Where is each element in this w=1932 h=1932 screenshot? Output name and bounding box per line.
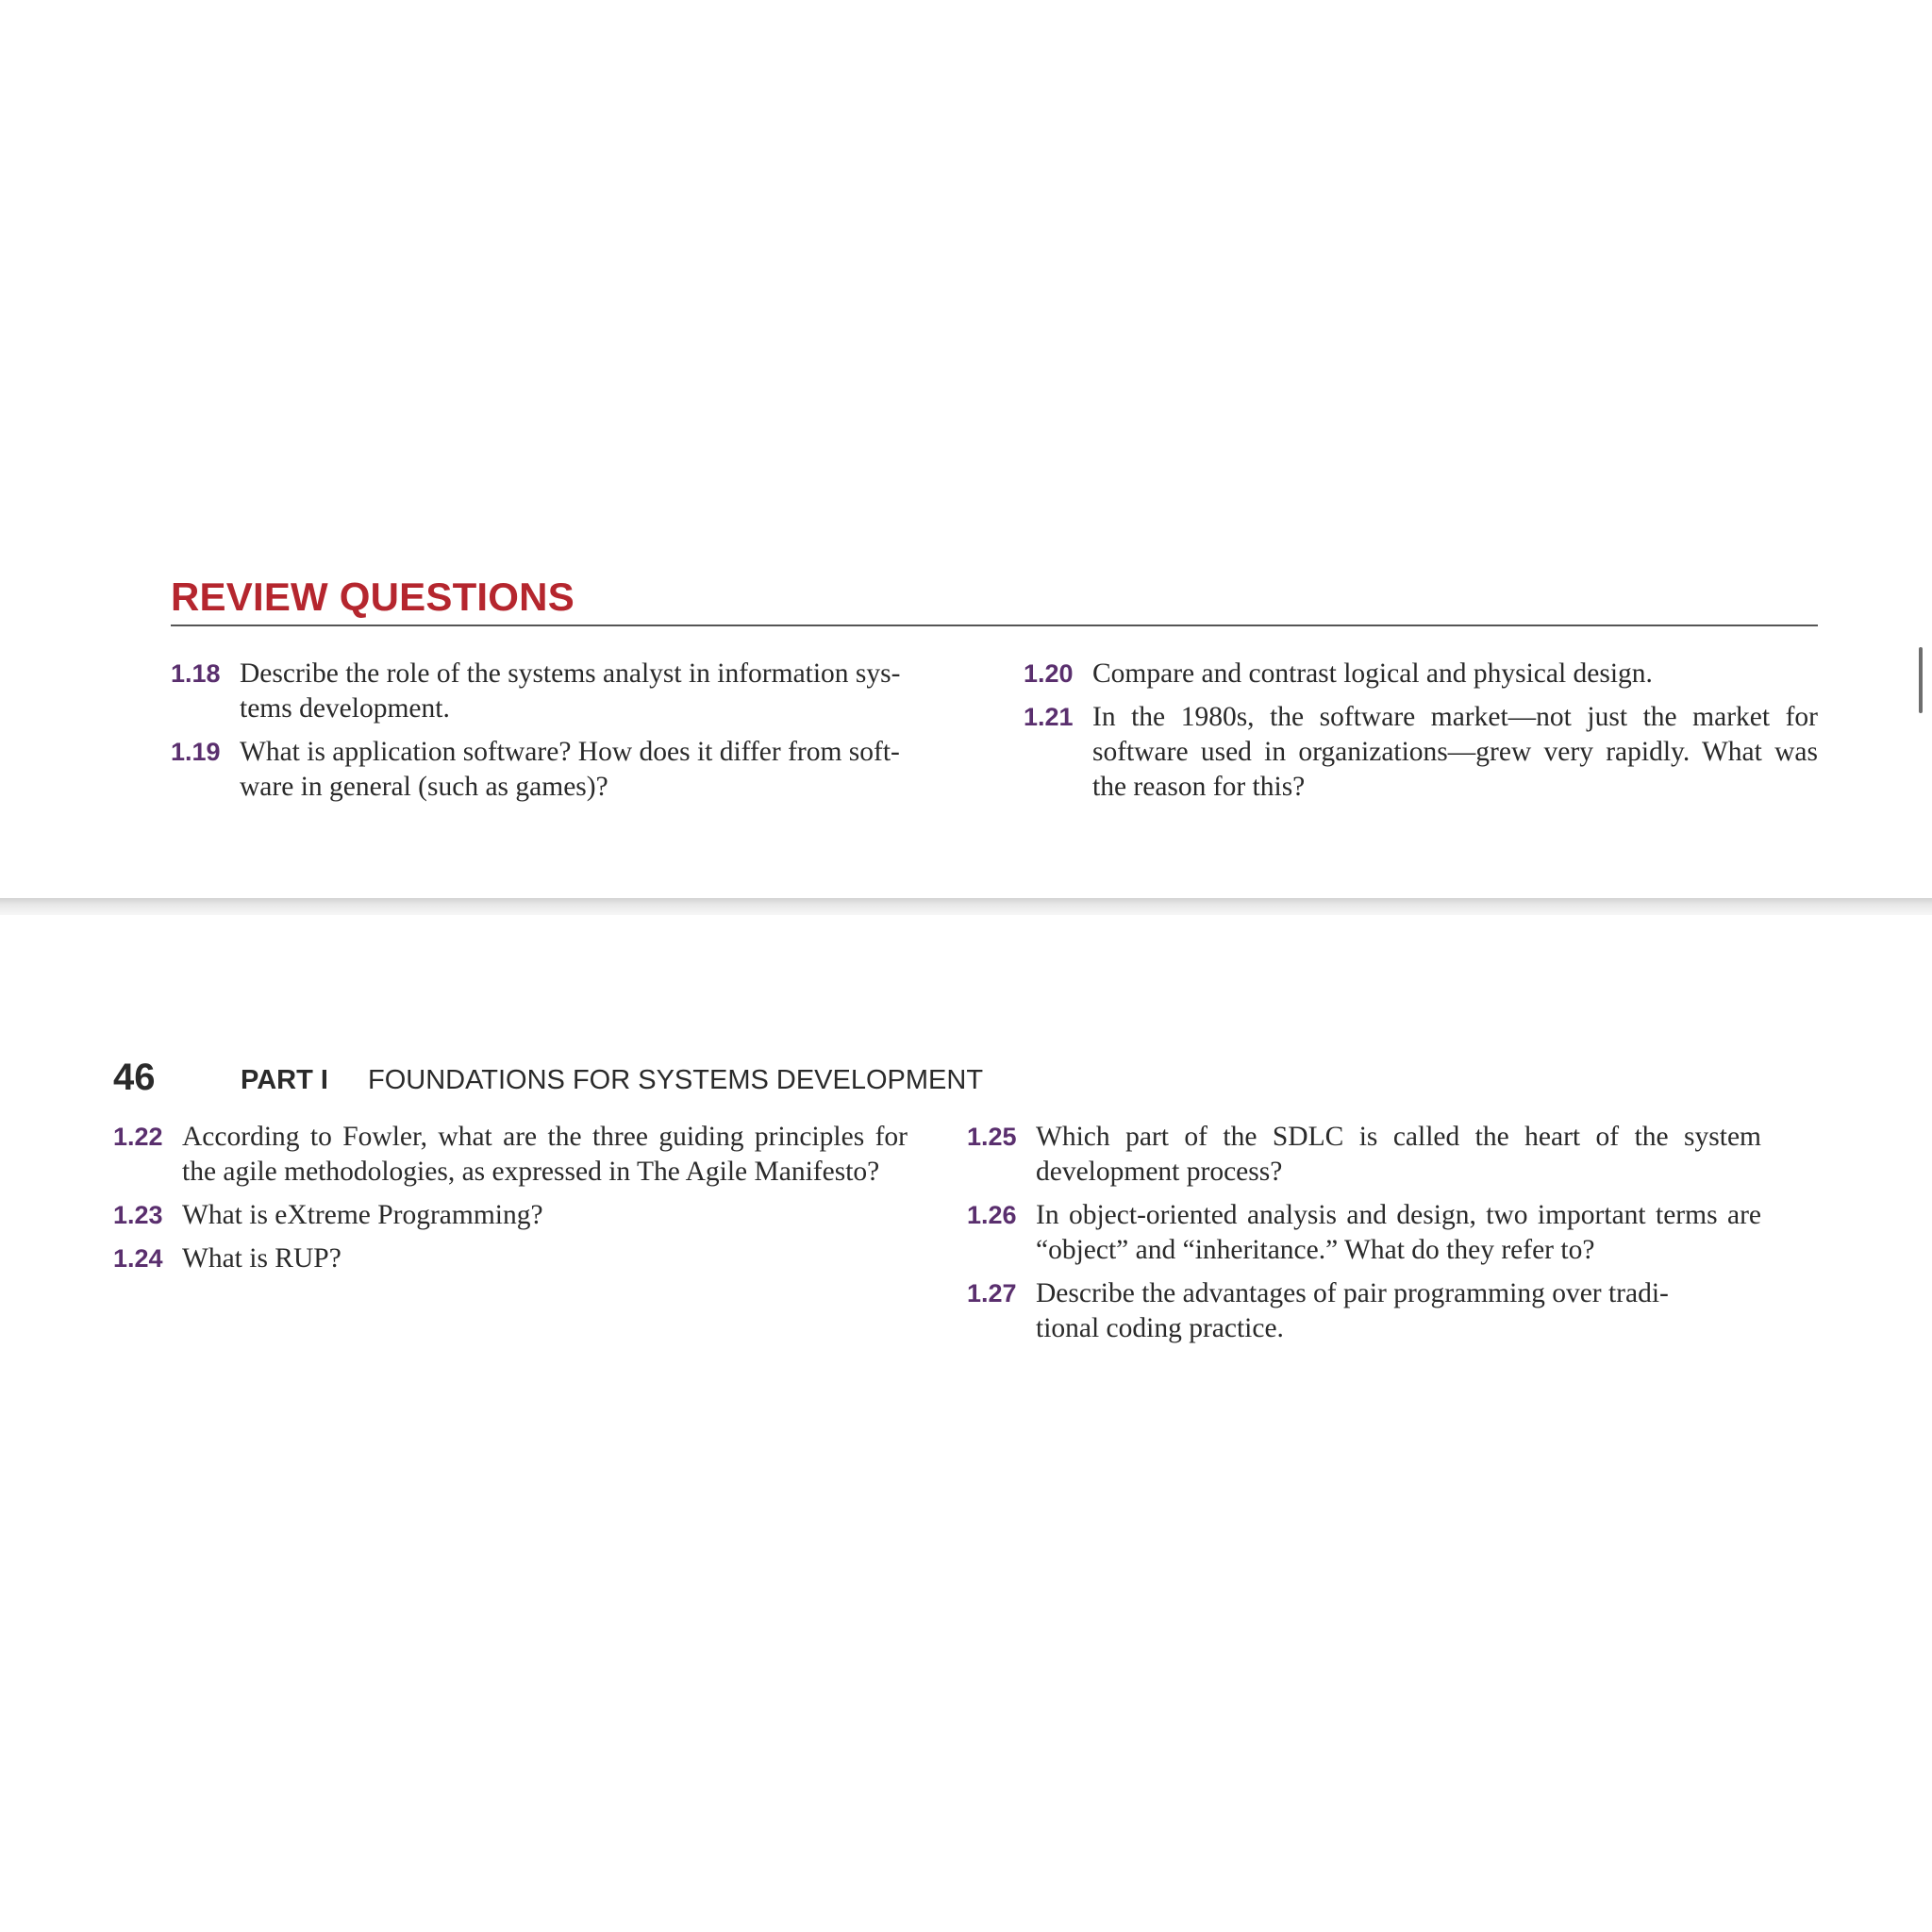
question-number: 1.22 [113, 1123, 163, 1151]
question-text: In object-oriented analysis and design, two important terms are “object” and “inheritance.” What do they refer to? [1036, 1200, 1761, 1265]
question-text: In the 1980s, the software market—not just the market for software used in organizations—grew very rapidly. What was the reason for this? [1092, 702, 1818, 802]
question-list-top-right [1024, 657, 1818, 805]
question-number: 1.25 [967, 1123, 1017, 1151]
question-text: Describe the role of the systems analyst in information sys- tems development. [240, 658, 901, 724]
part-label: PART I [241, 1065, 328, 1095]
question-number: 1.27 [967, 1279, 1017, 1307]
question-1-22 [113, 1120, 908, 1190]
question-1-21 [1024, 700, 1818, 805]
question-text: Describe the advantages of pair programming over tradi- tional coding practice. [1036, 1278, 1669, 1343]
part-title: FOUNDATIONS FOR SYSTEMS DEVELOPMENT [368, 1065, 984, 1095]
question-number: 1.18 [171, 659, 221, 688]
question-1-27 [967, 1276, 1761, 1346]
question-1-23 [113, 1198, 908, 1233]
question-text: According to Fowler, what are the three guiding principles for the agile methodologies, as expressed in The Agile Manifesto? [182, 1122, 908, 1187]
question-number: 1.26 [967, 1201, 1017, 1229]
question-text: Compare and contrast logical and physical design. [1092, 658, 1653, 689]
question-text: What is application software? How does it differ from soft- ware in general (such as games)? [240, 737, 900, 802]
question-list-top-left [171, 657, 967, 805]
question-number: 1.20 [1024, 659, 1074, 688]
question-1-18 [171, 657, 967, 726]
question-text: What is RUP? [182, 1243, 341, 1274]
page-divider [0, 898, 1932, 915]
question-1-25 [967, 1120, 1761, 1190]
question-number: 1.24 [113, 1244, 163, 1273]
question-list-bottom-right [967, 1120, 1761, 1346]
question-1-24 [113, 1241, 908, 1276]
question-text: Which part of the SDLC is called the heart of the system development process? [1036, 1122, 1761, 1187]
heading-rule [171, 625, 1818, 626]
scrollbar-thumb[interactable] [1919, 647, 1923, 713]
question-1-26 [967, 1198, 1761, 1268]
question-text: What is eXtreme Programming? [182, 1200, 543, 1230]
question-1-20 [1024, 657, 1818, 691]
page-number: 46 [113, 1057, 156, 1098]
question-number: 1.21 [1024, 703, 1074, 731]
question-number: 1.19 [171, 738, 221, 766]
question-1-19 [171, 735, 967, 805]
question-number: 1.23 [113, 1201, 163, 1229]
section-heading: REVIEW QUESTIONS [171, 575, 575, 619]
top-page [0, 0, 1932, 898]
question-list-bottom-left [113, 1120, 908, 1276]
